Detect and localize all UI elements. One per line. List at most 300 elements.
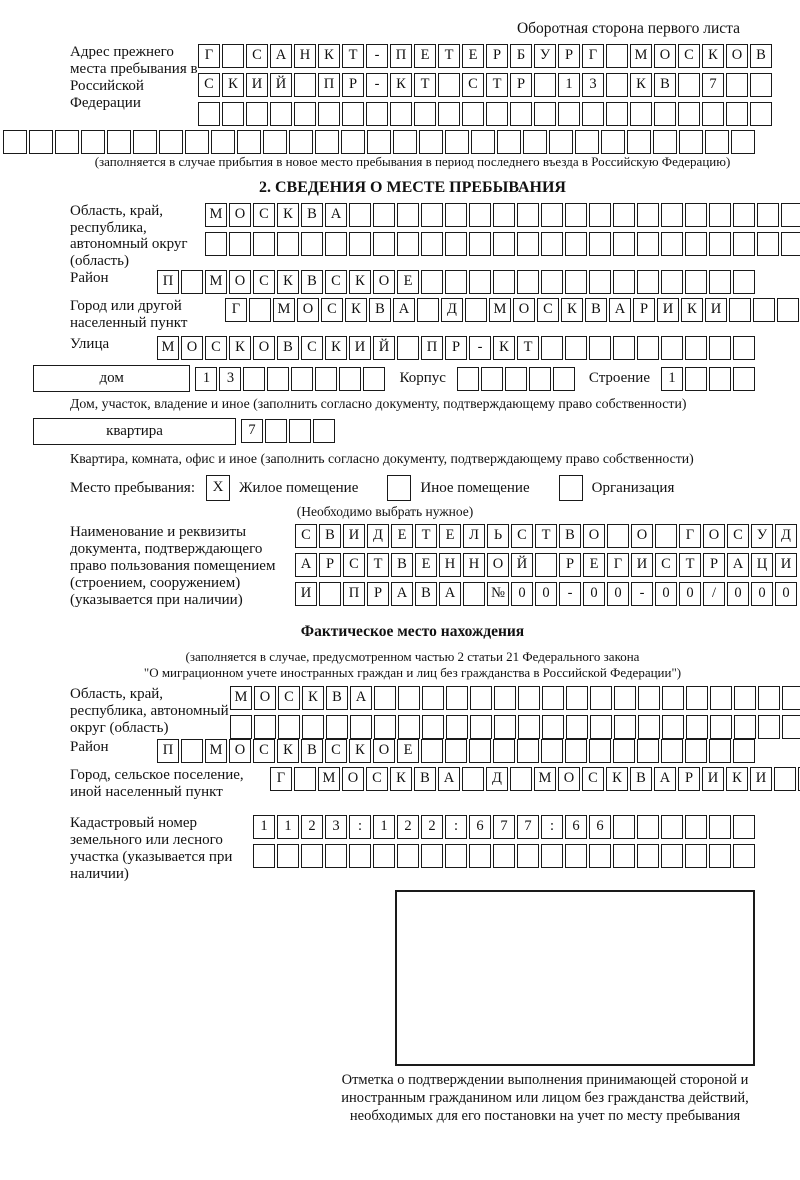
char-cell[interactable] — [457, 367, 479, 391]
char-cell[interactable]: / — [703, 582, 725, 606]
char-cell[interactable]: 7 — [702, 73, 724, 97]
char-cell[interactable] — [661, 270, 683, 294]
char-cell[interactable]: К — [561, 298, 583, 322]
char-cell[interactable] — [685, 739, 707, 763]
char-cell[interactable]: В — [369, 298, 391, 322]
char-cell[interactable] — [493, 232, 515, 256]
char-cell[interactable]: Е — [439, 524, 461, 548]
char-cell[interactable] — [315, 130, 339, 154]
char-cell[interactable] — [302, 715, 324, 739]
char-cell[interactable]: Е — [414, 44, 436, 68]
char-cell[interactable]: 3 — [582, 73, 604, 97]
char-cell[interactable]: А — [438, 767, 460, 791]
char-cell[interactable] — [463, 582, 485, 606]
char-cell[interactable] — [397, 844, 419, 868]
char-cell[interactable] — [575, 130, 599, 154]
char-cell[interactable] — [709, 336, 731, 360]
char-cell[interactable] — [613, 739, 635, 763]
char-cell[interactable] — [494, 715, 516, 739]
char-cell[interactable] — [637, 739, 659, 763]
char-cell[interactable] — [349, 232, 371, 256]
char-cell[interactable] — [637, 336, 659, 360]
char-cell[interactable] — [589, 270, 611, 294]
char-cell[interactable] — [294, 102, 316, 126]
char-cell[interactable]: № — [487, 582, 509, 606]
char-cell[interactable] — [267, 367, 289, 391]
char-cell[interactable] — [541, 203, 563, 227]
char-cell[interactable]: А — [391, 582, 413, 606]
char-cell[interactable]: К — [493, 336, 515, 360]
char-cell[interactable]: М — [630, 44, 652, 68]
char-cell[interactable] — [366, 102, 388, 126]
char-cell[interactable] — [685, 844, 707, 868]
char-cell[interactable]: И — [343, 524, 365, 548]
char-cell[interactable] — [734, 686, 756, 710]
char-cell[interactable]: 0 — [535, 582, 557, 606]
char-cell[interactable] — [655, 524, 677, 548]
char-cell[interactable] — [678, 102, 700, 126]
char-cell[interactable]: Й — [270, 73, 292, 97]
char-cell[interactable]: В — [559, 524, 581, 548]
char-cell[interactable]: А — [295, 553, 317, 577]
char-cell[interactable] — [565, 844, 587, 868]
char-cell[interactable]: С — [301, 336, 323, 360]
char-cell[interactable]: С — [343, 553, 365, 577]
char-cell[interactable]: Р — [319, 553, 341, 577]
char-cell[interactable]: С — [253, 739, 275, 763]
char-cell[interactable] — [481, 367, 503, 391]
char-cell[interactable]: 2 — [421, 815, 443, 839]
char-cell[interactable] — [445, 130, 469, 154]
char-cell[interactable] — [421, 270, 443, 294]
char-cell[interactable]: С — [462, 73, 484, 97]
char-cell[interactable] — [614, 686, 636, 710]
char-cell[interactable]: О — [558, 767, 580, 791]
char-cell[interactable]: Д — [441, 298, 463, 322]
char-cell[interactable] — [726, 102, 748, 126]
char-cell[interactable] — [318, 102, 340, 126]
char-cell[interactable] — [733, 367, 755, 391]
char-cell[interactable] — [661, 739, 683, 763]
char-cell[interactable] — [733, 815, 755, 839]
char-cell[interactable] — [733, 203, 755, 227]
char-cell[interactable] — [486, 102, 508, 126]
char-cell[interactable] — [249, 298, 271, 322]
char-cell[interactable]: 0 — [727, 582, 749, 606]
char-cell[interactable]: В — [750, 44, 772, 68]
char-cell[interactable]: Р — [486, 44, 508, 68]
char-cell[interactable] — [445, 270, 467, 294]
char-cell[interactable]: Г — [607, 553, 629, 577]
char-cell[interactable]: М — [205, 739, 227, 763]
char-cell[interactable] — [265, 419, 287, 443]
char-cell[interactable]: Н — [294, 44, 316, 68]
char-cell[interactable]: 1 — [195, 367, 217, 391]
char-cell[interactable] — [438, 102, 460, 126]
char-cell[interactable] — [230, 715, 252, 739]
char-cell[interactable] — [289, 419, 311, 443]
char-cell[interactable]: И — [246, 73, 268, 97]
char-cell[interactable] — [469, 270, 491, 294]
char-cell[interactable] — [497, 130, 521, 154]
char-cell[interactable]: О — [513, 298, 535, 322]
char-cell[interactable]: Е — [397, 739, 419, 763]
char-cell[interactable]: С — [537, 298, 559, 322]
char-cell[interactable] — [630, 102, 652, 126]
char-cell[interactable]: М — [273, 298, 295, 322]
char-cell[interactable] — [613, 844, 635, 868]
char-cell[interactable]: 0 — [655, 582, 677, 606]
char-cell[interactable]: М — [205, 203, 227, 227]
char-cell[interactable] — [237, 130, 261, 154]
char-cell[interactable]: 1 — [661, 367, 683, 391]
char-cell[interactable]: О — [703, 524, 725, 548]
char-cell[interactable]: М — [534, 767, 556, 791]
char-cell[interactable] — [733, 336, 755, 360]
char-cell[interactable] — [246, 102, 268, 126]
char-cell[interactable] — [517, 270, 539, 294]
char-cell[interactable] — [211, 130, 235, 154]
char-cell[interactable] — [229, 232, 251, 256]
char-cell[interactable]: А — [727, 553, 749, 577]
char-cell[interactable] — [254, 715, 276, 739]
char-cell[interactable] — [606, 73, 628, 97]
char-cell[interactable] — [685, 336, 707, 360]
char-cell[interactable] — [733, 844, 755, 868]
char-cell[interactable] — [470, 715, 492, 739]
char-cell[interactable] — [421, 844, 443, 868]
char-cell[interactable]: - — [366, 44, 388, 68]
char-cell[interactable]: К — [229, 336, 251, 360]
char-cell[interactable] — [638, 715, 660, 739]
char-cell[interactable] — [277, 232, 299, 256]
char-cell[interactable] — [709, 844, 731, 868]
char-cell[interactable]: : — [349, 815, 371, 839]
char-cell[interactable]: - — [366, 73, 388, 97]
char-cell[interactable]: С — [366, 767, 388, 791]
char-cell[interactable] — [510, 102, 532, 126]
char-cell[interactable]: Т — [535, 524, 557, 548]
char-cell[interactable] — [607, 524, 629, 548]
char-cell[interactable] — [566, 715, 588, 739]
char-cell[interactable]: 2 — [397, 815, 419, 839]
char-cell[interactable] — [637, 815, 659, 839]
char-cell[interactable] — [702, 102, 724, 126]
char-cell[interactable] — [517, 739, 539, 763]
char-cell[interactable]: М — [205, 270, 227, 294]
char-cell[interactable] — [469, 232, 491, 256]
char-cell[interactable] — [734, 715, 756, 739]
char-cell[interactable]: С — [727, 524, 749, 548]
char-cell[interactable]: Р — [678, 767, 700, 791]
char-cell[interactable] — [374, 686, 396, 710]
char-cell[interactable] — [315, 367, 337, 391]
char-cell[interactable]: О — [654, 44, 676, 68]
char-cell[interactable]: А — [270, 44, 292, 68]
char-cell[interactable] — [685, 270, 707, 294]
char-cell[interactable] — [679, 130, 703, 154]
char-cell[interactable]: К — [349, 270, 371, 294]
char-cell[interactable]: И — [702, 767, 724, 791]
char-cell[interactable]: 7 — [241, 419, 263, 443]
char-cell[interactable] — [613, 815, 635, 839]
char-cell[interactable]: С — [205, 336, 227, 360]
char-cell[interactable] — [709, 232, 731, 256]
char-cell[interactable]: О — [297, 298, 319, 322]
char-cell[interactable] — [55, 130, 79, 154]
char-cell[interactable] — [589, 336, 611, 360]
char-cell[interactable]: Ц — [751, 553, 773, 577]
char-cell[interactable] — [709, 367, 731, 391]
char-cell[interactable] — [565, 232, 587, 256]
char-cell[interactable] — [606, 102, 628, 126]
char-cell[interactable]: Й — [373, 336, 395, 360]
char-cell[interactable] — [517, 232, 539, 256]
char-cell[interactable] — [541, 844, 563, 868]
char-cell[interactable]: С — [253, 270, 275, 294]
char-cell[interactable] — [294, 73, 316, 97]
char-cell[interactable] — [661, 203, 683, 227]
char-cell[interactable]: К — [349, 739, 371, 763]
char-cell[interactable]: А — [439, 582, 461, 606]
char-cell[interactable] — [606, 44, 628, 68]
char-cell[interactable]: 6 — [565, 815, 587, 839]
char-cell[interactable]: 3 — [325, 815, 347, 839]
char-cell[interactable]: 1 — [277, 815, 299, 839]
char-cell[interactable]: Ь — [487, 524, 509, 548]
char-cell[interactable]: 6 — [469, 815, 491, 839]
char-cell[interactable] — [541, 336, 563, 360]
char-cell[interactable] — [535, 553, 557, 577]
char-cell[interactable]: Т — [415, 524, 437, 548]
char-cell[interactable]: Г — [198, 44, 220, 68]
char-cell[interactable] — [374, 715, 396, 739]
char-cell[interactable]: О — [229, 203, 251, 227]
char-cell[interactable]: К — [277, 270, 299, 294]
char-cell[interactable] — [445, 739, 467, 763]
char-cell[interactable]: Д — [775, 524, 797, 548]
char-cell[interactable]: Р — [559, 553, 581, 577]
char-cell[interactable] — [705, 130, 729, 154]
char-cell[interactable] — [549, 130, 573, 154]
char-cell[interactable] — [518, 686, 540, 710]
char-cell[interactable]: В — [391, 553, 413, 577]
char-cell[interactable]: Т — [679, 553, 701, 577]
char-cell[interactable]: А — [609, 298, 631, 322]
char-cell[interactable]: Н — [463, 553, 485, 577]
char-cell[interactable]: О — [253, 336, 275, 360]
char-cell[interactable]: Р — [558, 44, 580, 68]
char-cell[interactable] — [758, 686, 780, 710]
char-cell[interactable]: Т — [342, 44, 364, 68]
char-cell[interactable] — [662, 715, 684, 739]
char-cell[interactable]: К — [318, 44, 340, 68]
char-cell[interactable]: О — [583, 524, 605, 548]
char-cell[interactable] — [159, 130, 183, 154]
char-cell[interactable]: К — [277, 203, 299, 227]
char-cell[interactable] — [750, 73, 772, 97]
char-cell[interactable]: Л — [463, 524, 485, 548]
char-cell[interactable] — [313, 419, 335, 443]
char-cell[interactable]: 3 — [219, 367, 241, 391]
char-cell[interactable]: Р — [633, 298, 655, 322]
char-cell[interactable]: - — [559, 582, 581, 606]
char-cell[interactable] — [253, 232, 275, 256]
char-cell[interactable]: Е — [462, 44, 484, 68]
char-cell[interactable] — [753, 298, 775, 322]
char-cell[interactable]: О — [181, 336, 203, 360]
char-cell[interactable] — [733, 232, 755, 256]
char-cell[interactable]: - — [469, 336, 491, 360]
char-cell[interactable]: С — [582, 767, 604, 791]
char-cell[interactable] — [81, 130, 105, 154]
char-cell[interactable]: О — [487, 553, 509, 577]
char-cell[interactable]: Т — [414, 73, 436, 97]
char-cell[interactable]: К — [302, 686, 324, 710]
char-cell[interactable]: Б — [510, 44, 532, 68]
char-cell[interactable] — [661, 844, 683, 868]
char-cell[interactable]: П — [421, 336, 443, 360]
char-cell[interactable] — [277, 844, 299, 868]
char-cell[interactable]: К — [681, 298, 703, 322]
char-cell[interactable]: 1 — [558, 73, 580, 97]
char-cell[interactable]: К — [390, 767, 412, 791]
char-cell[interactable] — [613, 203, 635, 227]
char-cell[interactable]: К — [390, 73, 412, 97]
char-cell[interactable]: П — [390, 44, 412, 68]
char-cell[interactable] — [363, 367, 385, 391]
char-cell[interactable] — [541, 739, 563, 763]
char-cell[interactable]: О — [726, 44, 748, 68]
char-cell[interactable]: Т — [486, 73, 508, 97]
char-cell[interactable] — [518, 715, 540, 739]
char-cell[interactable]: С — [321, 298, 343, 322]
char-cell[interactable]: П — [343, 582, 365, 606]
char-cell[interactable] — [493, 844, 515, 868]
char-cell[interactable] — [637, 844, 659, 868]
char-cell[interactable] — [185, 130, 209, 154]
char-cell[interactable]: Р — [510, 73, 532, 97]
char-cell[interactable] — [462, 102, 484, 126]
char-cell[interactable] — [582, 102, 604, 126]
char-cell[interactable]: В — [319, 524, 341, 548]
char-cell[interactable] — [662, 686, 684, 710]
char-cell[interactable] — [757, 203, 779, 227]
char-cell[interactable] — [654, 102, 676, 126]
char-cell[interactable] — [291, 367, 313, 391]
char-cell[interactable] — [445, 232, 467, 256]
char-cell[interactable]: Г — [270, 767, 292, 791]
char-cell[interactable] — [589, 844, 611, 868]
char-cell[interactable] — [465, 298, 487, 322]
char-cell[interactable]: М — [318, 767, 340, 791]
char-cell[interactable] — [601, 130, 625, 154]
char-cell[interactable] — [493, 203, 515, 227]
char-cell[interactable]: Р — [445, 336, 467, 360]
char-cell[interactable] — [349, 844, 371, 868]
char-cell[interactable] — [589, 203, 611, 227]
char-cell[interactable] — [350, 715, 372, 739]
char-cell[interactable]: И — [295, 582, 317, 606]
char-cell[interactable] — [565, 203, 587, 227]
char-cell[interactable]: Г — [582, 44, 604, 68]
char-cell[interactable] — [278, 715, 300, 739]
char-cell[interactable]: Р — [703, 553, 725, 577]
char-cell[interactable] — [534, 73, 556, 97]
char-cell[interactable]: У — [751, 524, 773, 548]
char-cell[interactable] — [733, 739, 755, 763]
char-cell[interactable] — [565, 270, 587, 294]
char-cell[interactable] — [421, 739, 443, 763]
char-cell[interactable]: О — [229, 739, 251, 763]
char-cell[interactable]: О — [631, 524, 653, 548]
char-cell[interactable] — [661, 815, 683, 839]
char-cell[interactable]: Т — [517, 336, 539, 360]
char-cell[interactable]: В — [630, 767, 652, 791]
char-cell[interactable]: К — [345, 298, 367, 322]
char-cell[interactable] — [349, 203, 371, 227]
char-cell[interactable] — [709, 270, 731, 294]
char-cell[interactable] — [319, 582, 341, 606]
char-cell[interactable] — [710, 686, 732, 710]
char-cell[interactable]: К — [277, 739, 299, 763]
char-cell[interactable] — [731, 130, 755, 154]
char-cell[interactable] — [325, 232, 347, 256]
char-cell[interactable] — [685, 367, 707, 391]
char-cell[interactable]: П — [318, 73, 340, 97]
char-cell[interactable]: 7 — [493, 815, 515, 839]
char-cell[interactable] — [758, 715, 780, 739]
char-cell[interactable] — [421, 203, 443, 227]
char-cell[interactable] — [339, 367, 361, 391]
char-cell[interactable] — [750, 102, 772, 126]
char-cell[interactable] — [3, 130, 27, 154]
char-cell[interactable]: 0 — [679, 582, 701, 606]
char-cell[interactable]: Д — [486, 767, 508, 791]
char-cell[interactable]: И — [705, 298, 727, 322]
char-cell[interactable] — [397, 336, 419, 360]
char-cell[interactable]: Е — [391, 524, 413, 548]
char-cell[interactable]: Р — [342, 73, 364, 97]
checkbox-residential[interactable]: X — [206, 475, 230, 501]
char-cell[interactable] — [422, 715, 444, 739]
char-cell[interactable] — [565, 739, 587, 763]
char-cell[interactable]: О — [373, 739, 395, 763]
char-cell[interactable]: Т — [438, 44, 460, 68]
char-cell[interactable]: Р — [367, 582, 389, 606]
checkbox-organization[interactable] — [559, 475, 583, 501]
char-cell[interactable]: : — [445, 815, 467, 839]
char-cell[interactable]: Е — [583, 553, 605, 577]
char-cell[interactable] — [417, 298, 439, 322]
char-cell[interactable]: О — [373, 270, 395, 294]
char-cell[interactable] — [397, 203, 419, 227]
char-cell[interactable] — [565, 336, 587, 360]
char-cell[interactable]: К — [222, 73, 244, 97]
char-cell[interactable] — [398, 686, 420, 710]
char-cell[interactable]: В — [277, 336, 299, 360]
char-cell[interactable]: К — [606, 767, 628, 791]
char-cell[interactable] — [29, 130, 53, 154]
char-cell[interactable] — [470, 686, 492, 710]
char-cell[interactable] — [686, 686, 708, 710]
char-cell[interactable] — [523, 130, 547, 154]
char-cell[interactable] — [614, 715, 636, 739]
char-cell[interactable] — [613, 336, 635, 360]
char-cell[interactable]: П — [157, 739, 179, 763]
char-cell[interactable] — [757, 232, 779, 256]
char-cell[interactable] — [709, 203, 731, 227]
